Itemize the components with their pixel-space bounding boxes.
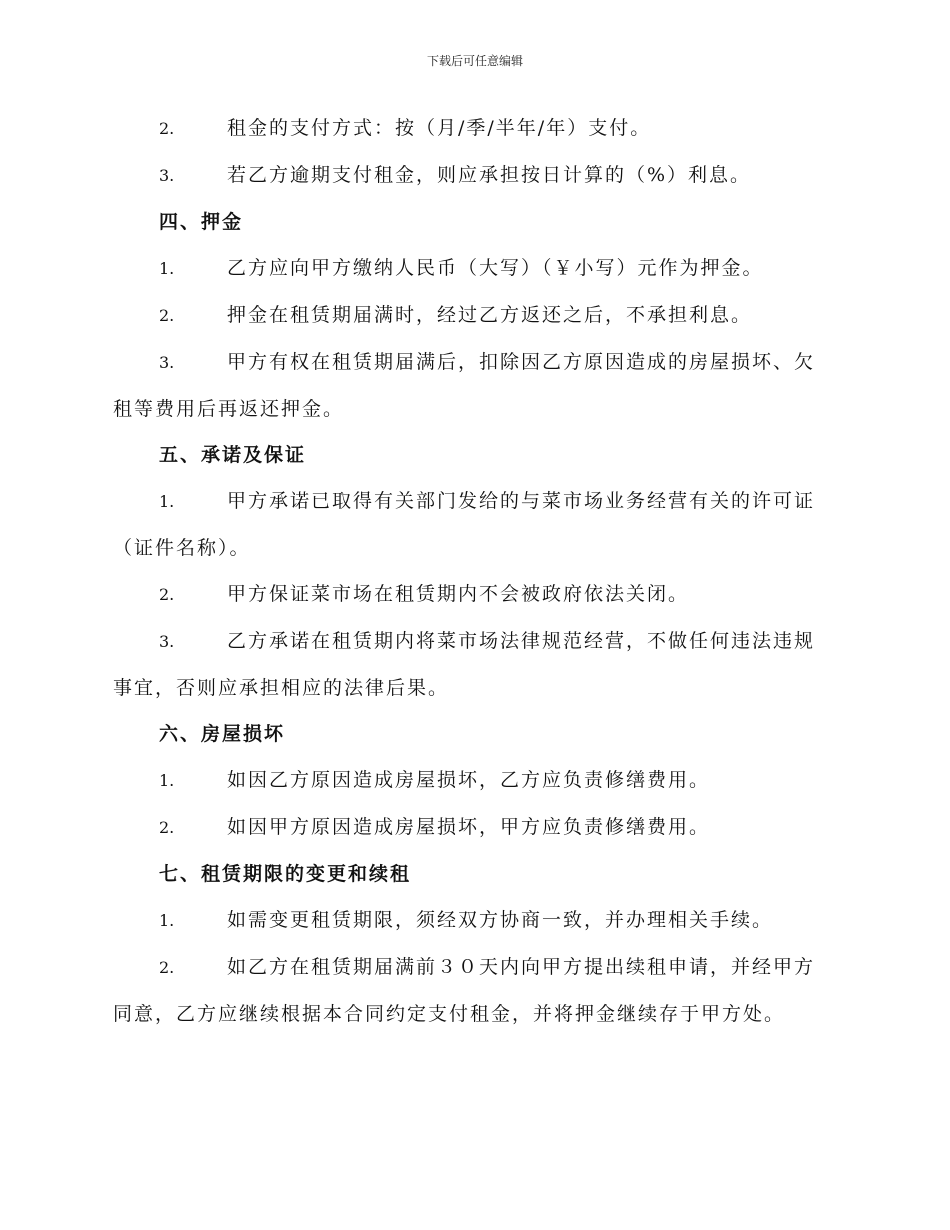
item-text: 押金在租赁期届满时，经过乙方返还之后，不承担利息。 (227, 304, 753, 326)
clause-3-item-3 (113, 152, 835, 199)
item-text: 如乙方在租赁期届满前３０天内向甲方提出续租申请，并经甲方同意，乙方应继续根据本合同约定支付租金，并将押金继续存于甲方处。 (113, 956, 816, 1025)
item-number: 1. (159, 259, 175, 278)
item-number: 3. (159, 353, 175, 372)
commitment-item-1 (113, 478, 835, 571)
deposit-item-2 (113, 292, 835, 339)
item-number: 3. (159, 166, 175, 185)
item-text: 乙方应向甲方缴纳人民币（大写）（￥小写）元作为押金。 (227, 257, 764, 279)
section-heading-lease-term-change: 七、租赁期限的变更和续租 (159, 863, 412, 885)
section-heading-commitments: 五、承诺及保证 (159, 444, 307, 466)
deposit-item-3 (113, 339, 835, 432)
document-body (113, 105, 835, 1037)
item-text: 甲方保证菜市场在租赁期内不会被政府依法关闭。 (227, 583, 690, 605)
term-change-item-1 (113, 897, 835, 944)
page-header: 下载后可任意编辑 (426, 54, 523, 68)
item-text: 甲方有权在租赁期届满后，扣除因乙方原因造成的房屋损坏、欠租等费用后再返还押金。 (113, 351, 816, 420)
item-number: 1. (159, 771, 175, 790)
commitment-item-2 (113, 571, 835, 618)
item-text: 若乙方逾期支付租金，则应承担按日计算的（%）利息。 (227, 164, 752, 186)
item-number: 2. (159, 818, 175, 837)
item-number: 2. (159, 306, 175, 325)
item-text: 甲方承诺已取得有关部门发给的与菜市场业务经营有关的许可证（证件名称）。 (113, 490, 816, 559)
item-text: 如因甲方原因造成房屋损坏，甲方应负责修缮费用。 (227, 816, 711, 838)
item-text: 如因乙方原因造成房屋损坏，乙方应负责修缮费用。 (227, 769, 711, 791)
section-heading-deposit: 四、押金 (159, 211, 244, 233)
damage-item-1 (113, 757, 835, 804)
term-change-item-2 (113, 944, 835, 1037)
item-number: 1. (159, 911, 175, 930)
item-number: 2. (159, 958, 175, 977)
damage-item-2 (113, 804, 835, 851)
item-text: 租金的支付方式：按（月/季/半年/年）支付。 (227, 117, 652, 139)
section-heading-house-damage: 六、房屋损坏 (159, 723, 286, 745)
clause-3-item-2 (113, 105, 835, 152)
commitment-item-3 (113, 618, 835, 711)
item-number: 3. (159, 632, 175, 651)
item-text: 如需变更租赁期限，须经双方协商一致，并办理相关手续。 (227, 909, 774, 931)
item-number: 1. (159, 492, 175, 511)
item-text: 乙方承诺在租赁期内将菜市场法律规范经营，不做任何违法违规事宜，否则应承担相应的法律后果。 (113, 630, 816, 699)
item-number: 2. (159, 119, 175, 138)
deposit-item-1 (113, 245, 835, 292)
item-number: 2. (159, 585, 175, 604)
